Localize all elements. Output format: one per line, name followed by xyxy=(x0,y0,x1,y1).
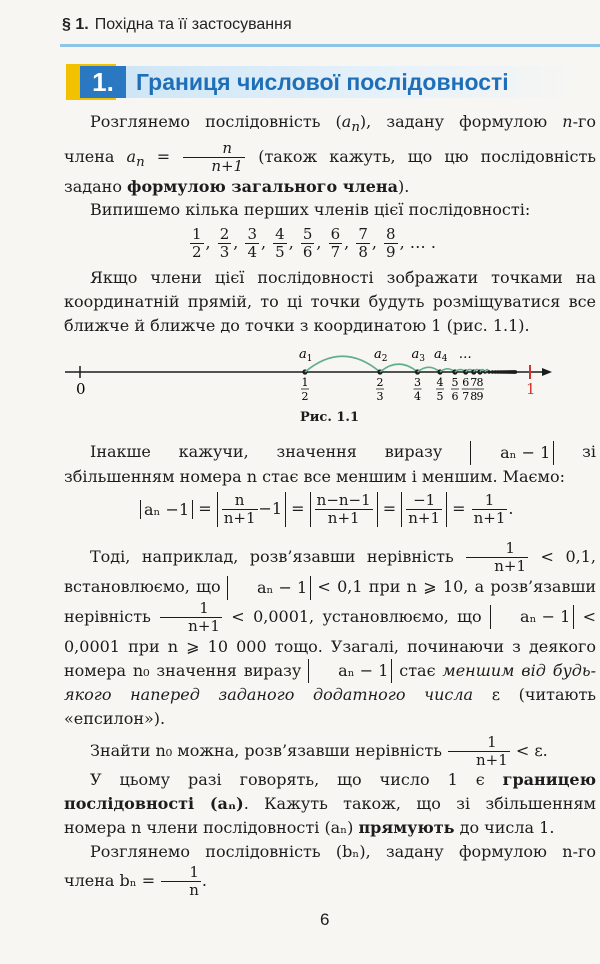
denominator: n+1 xyxy=(223,509,256,527)
tick-denominator: 8 xyxy=(470,390,478,403)
tick-numerator: 7 xyxy=(470,376,478,389)
tick-denominator: 5 xyxy=(436,390,444,403)
fraction xyxy=(472,492,508,527)
numerator: 1 xyxy=(199,598,209,617)
denominator: n+1 xyxy=(315,509,373,527)
sequence-term: $\frac{2}{3}$ xyxy=(219,225,230,261)
italic-phrase: меншим від будь-якого наперед заданого додатного числа xyxy=(64,660,597,704)
abs-expression: aₙ − 1 xyxy=(490,605,574,629)
sequence-ellipsis: , … . xyxy=(399,233,436,252)
text: . xyxy=(201,871,208,890)
paragraph-1: Розглянемо послідовність $(a_n)$, задану формулою n-го члена $a_n$ = $\frac{n}{n+1}$ (також кажуть, що цю послідовність задано формулою загального члена). xyxy=(64,112,597,197)
text: ). xyxy=(397,177,410,197)
denominator: n+1 xyxy=(211,157,244,176)
text: Розглянемо послідовність (bₙ), задану формулою n-го члена xyxy=(64,842,596,890)
tick-numerator: 6 xyxy=(462,376,470,389)
paragraph-6 xyxy=(64,734,596,769)
tick-numerator: 8 xyxy=(476,376,484,389)
sequence-term: $\frac{8}{9}$ xyxy=(386,225,396,261)
tick-denominator: 3 xyxy=(376,390,384,403)
tick-numerator: 3 xyxy=(414,376,421,389)
text: зі збільшенням номера n стає все меншим і меншим. Маємо: xyxy=(64,442,597,486)
tick-denominator: 7 xyxy=(462,390,470,403)
tick-numerator: 5 xyxy=(451,376,459,389)
tick-numerator: 2 xyxy=(376,376,384,389)
text: < 0,0001 при n ⩾ 10 000 тощо. Узагалі, починаючи з деякого номера n₀ значення виразу xyxy=(64,606,597,680)
page-number: 6 xyxy=(320,910,330,929)
abs-expression xyxy=(310,492,378,527)
var: a xyxy=(341,112,352,131)
abs-expression xyxy=(401,492,447,527)
topic-title: Границя числової послідовності xyxy=(136,69,509,95)
bold-term: границею послідовності (aₙ) xyxy=(64,770,596,813)
label-one: 1 xyxy=(526,380,536,398)
text: < ε. xyxy=(510,741,548,760)
var: n xyxy=(351,120,360,136)
topic-banner xyxy=(66,62,582,102)
figure-caption: Рис. 1.1 xyxy=(300,410,360,425)
header-rule xyxy=(60,44,600,47)
abs-expression xyxy=(217,492,286,527)
jump-arc xyxy=(305,356,380,372)
denominator: n+1 xyxy=(448,751,510,769)
number-line-figure xyxy=(60,340,560,406)
text: . Кажуть також, що зі збільшенням номера n члени послідовності (aₙ) xyxy=(64,794,596,837)
point-label: $a_3$ xyxy=(411,347,425,364)
numerator: 1 xyxy=(487,733,497,751)
denominator: n+1 xyxy=(466,557,528,575)
paragraph-8 xyxy=(64,840,596,899)
numerator: n−n−1 xyxy=(316,491,371,509)
fraction xyxy=(160,600,222,635)
abs-expression: aₙ − 1 xyxy=(227,576,311,600)
denominator: n+1 xyxy=(473,509,506,527)
fraction xyxy=(448,734,510,769)
section-number: § 1. xyxy=(62,16,89,33)
text: . xyxy=(508,499,514,518)
text: Розглянемо послідовність ( xyxy=(90,112,342,131)
text: ), задану формулою xyxy=(359,112,563,131)
text: Інакше кажучи, значення виразу xyxy=(90,442,471,461)
point-label-subscript: 1 xyxy=(306,354,313,364)
bold-term: прямують xyxy=(358,818,455,837)
sequence-point xyxy=(514,370,518,374)
numerator: n xyxy=(234,491,245,509)
paragraph-3: Якщо члени цієї послідовності зображати точками на координатній прямій, то ці точки будуть розміщуватися все ближче й ближче до точки з координатою 1 (рис. 1.1). xyxy=(64,268,596,335)
point-label-subscript: 4 xyxy=(441,354,448,364)
running-header xyxy=(62,16,292,34)
text: до числа 1. xyxy=(454,818,555,837)
tick-denominator: 9 xyxy=(476,390,484,403)
sequence-term: $\frac{5}{6}$ xyxy=(302,225,313,261)
tick-denominator: 4 xyxy=(414,390,421,403)
denominator: n xyxy=(161,881,201,899)
text: = xyxy=(144,147,183,167)
denominator: n+1 xyxy=(160,617,222,635)
point-label: $a_1$ xyxy=(299,347,313,364)
numerator: 1 xyxy=(505,539,515,557)
section-title: Похідна та її застосування xyxy=(94,16,292,33)
axis-arrow xyxy=(542,368,552,376)
abs-expression: aₙ − 1 xyxy=(308,659,392,683)
sequence-term: $\frac{6}{7}$ xyxy=(330,225,341,261)
tick-denominator: 6 xyxy=(451,390,459,403)
tick-denominator: 2 xyxy=(301,390,309,403)
label-zero: 0 xyxy=(76,380,86,398)
sequence-point xyxy=(487,370,491,374)
text: -го члена xyxy=(64,112,596,167)
text: Тоді, наприклад, розв’язавши нерівність xyxy=(90,547,466,566)
text: У цьому разі говорять, що число 1 є xyxy=(90,770,503,789)
point-label-subscript: 3 xyxy=(419,354,425,364)
text: стає xyxy=(392,660,443,680)
text: < 0,1, встановлюємо, що xyxy=(64,547,596,596)
text: Знайти n₀ можна, розв’язавши нерівність xyxy=(90,741,447,760)
text: −1 xyxy=(258,499,283,518)
sequence-term: $\frac{4}{5}$ xyxy=(275,225,285,261)
paragraph-4 xyxy=(64,440,596,489)
text: (також кажуть, що цю послідовність задано xyxy=(64,147,597,197)
fraction xyxy=(161,864,201,899)
jump-arc xyxy=(380,364,418,372)
abs-expression: aₙ − 1 xyxy=(470,441,554,465)
text: < 0,0001, установлюємо, що xyxy=(222,606,491,626)
topic-number: 1. xyxy=(80,66,126,98)
text: < 0,1 при n ⩾ 10, а розв’язавши нерівність xyxy=(64,577,597,626)
numerator: 1 xyxy=(189,863,199,881)
point-label-subscript: 2 xyxy=(381,354,388,364)
paragraph-7 xyxy=(64,768,596,840)
point-label: $a_4$ xyxy=(434,347,448,364)
numerator: 1 xyxy=(484,491,495,509)
fraction xyxy=(183,140,245,175)
point-label: $a_2$ xyxy=(374,347,388,364)
fraction xyxy=(466,540,528,575)
paragraph-2: Випишемо кілька перших членів цієї послідовності: xyxy=(90,200,531,219)
sequence-term: $\frac{1}{2}$ xyxy=(192,225,202,261)
numerator: n xyxy=(222,139,233,158)
denominator: n+1 xyxy=(408,509,441,527)
numerator: −1 xyxy=(413,491,436,509)
sequence-row: $\frac{1}{2}$ , $\frac{2}{3}$ , $\frac{3}{4}$ , $\frac{4}{5}$ , $\frac{5}{6}$ , $\frac{6}{7}$ , $\frac{7}{8}$ , $\frac{8}{9}$ , … . xyxy=(192,225,436,261)
paragraph-5 xyxy=(64,540,596,731)
tick-numerator: 4 xyxy=(436,376,444,389)
abs-expression: aₙ −1 xyxy=(140,500,193,519)
text: bₙ = xyxy=(119,871,161,890)
text: ε (читають «епсилон»). xyxy=(64,685,596,728)
point-label: … xyxy=(458,347,472,362)
sequence-term: $\frac{7}{8}$ xyxy=(358,225,368,261)
bold-term: формулою загального члена xyxy=(127,177,398,197)
main-formula: aₙ −1 = $\frac{n}{n+1}$ −1 = $\frac{n-n-1}{n+1}$ = $\frac{-1}{n+1}$ = $\frac{1}{n+1}$ . xyxy=(140,492,514,527)
sequence-term: $\frac{3}{4}$ xyxy=(247,225,257,261)
tick-numerator: 1 xyxy=(301,376,309,389)
